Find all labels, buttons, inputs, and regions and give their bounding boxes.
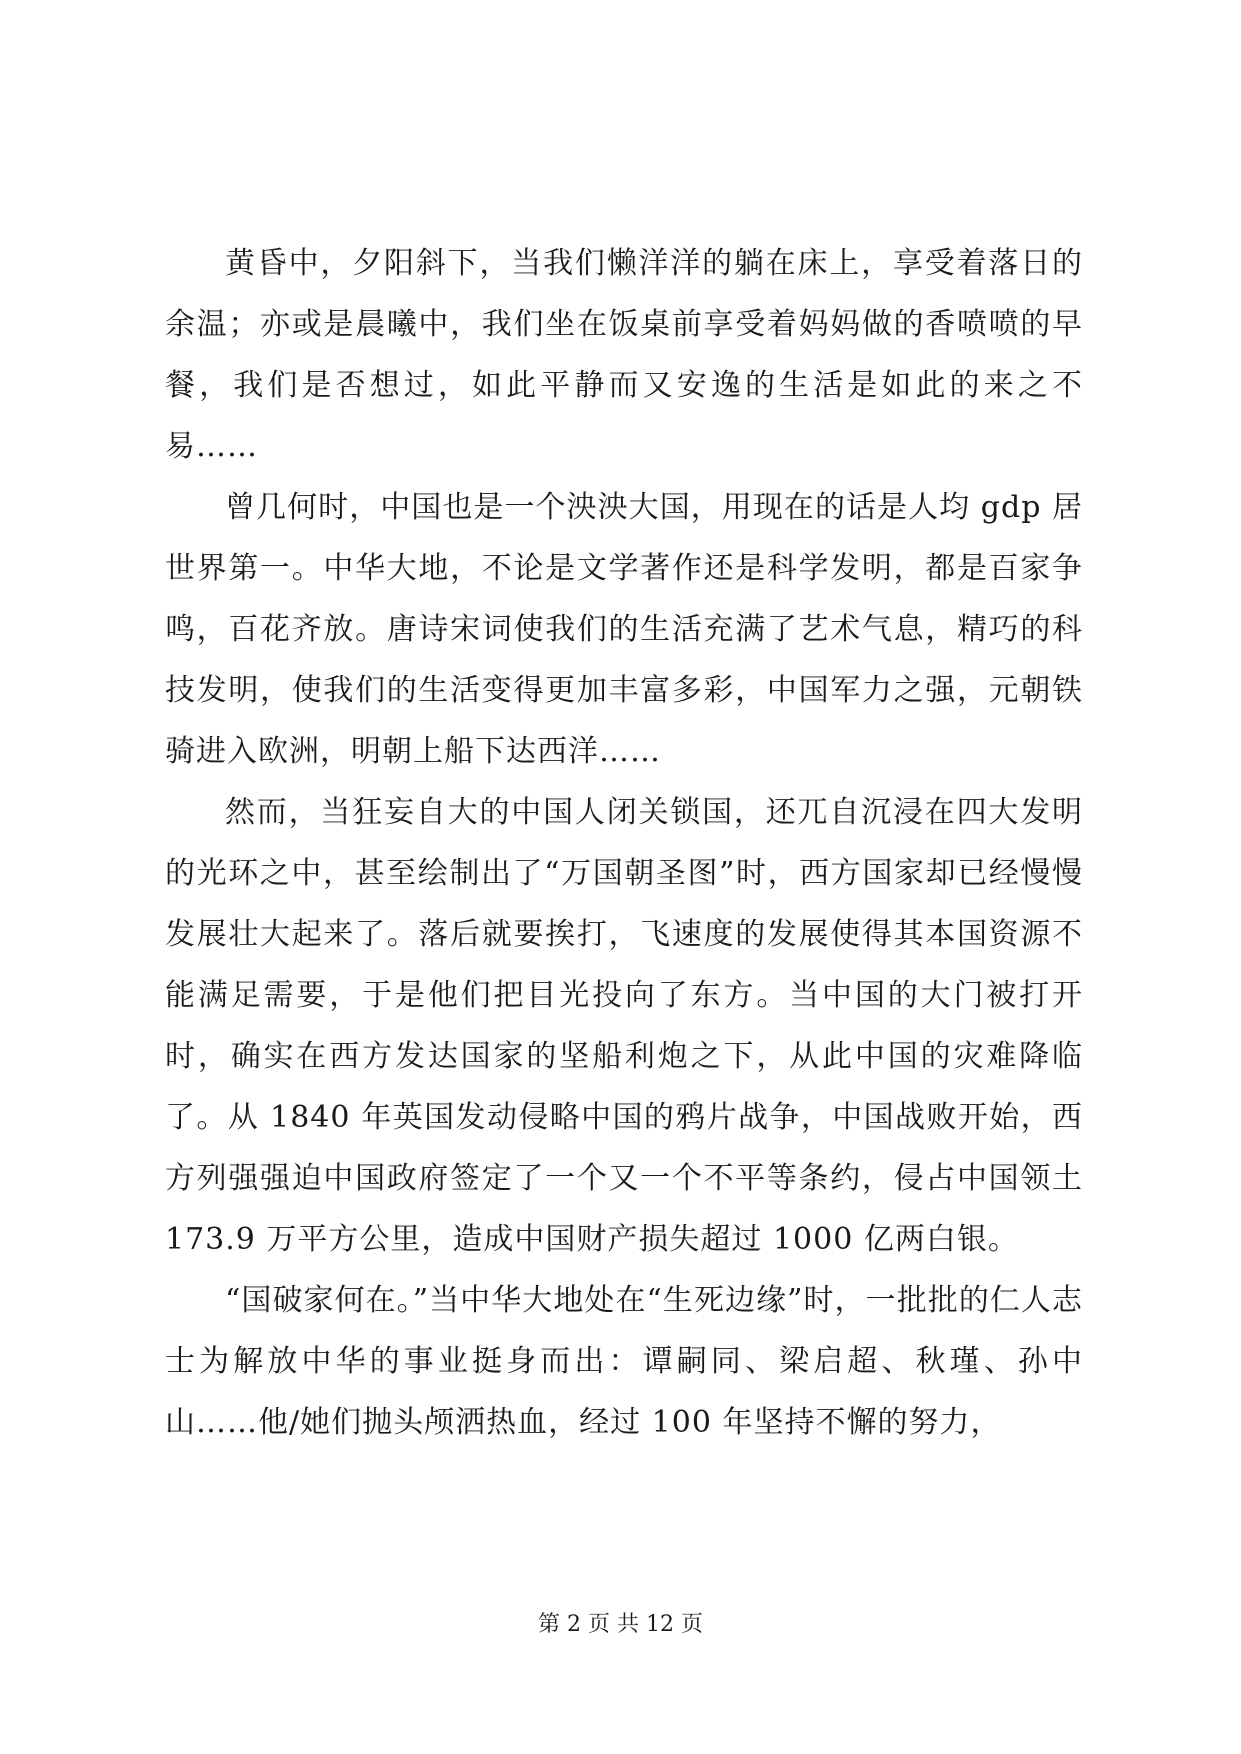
paragraph-1: 黄昏中，夕阳斜下，当我们懒洋洋的躺在床上，享受着落日的余温；亦或是晨曦中，我们坐在饭桌前享受着妈妈做的香喷喷的早餐，我们是否想过，如此平静而又安逸的生活是如此的来之不易…… [165, 246, 1083, 464]
paragraph-3: 然而，当狂妄自大的中国人闭关锁国，还兀自沉浸在四大发明的光环之中，甚至绘制出了“万国朝圣图”时，西方国家却已经慢慢发展壮大起来了。落后就要挨打，飞速度的发展使得其本国资源不能满足需要，于是他们把目光投向了东方。当中国的大门被打开时，确实在西方发达国家的坚船利炮之下，从此中国的灾难降临了。从 1840 年英国发动侵略中国的鸦片战争，中国战败开始，西方列强强迫中国政府签定了一个又一个不平等条约，侵占中国领土 173.9 万平方公里，造成中国财产损失超过 1000 亿两白银。 [165, 795, 1083, 1257]
paragraph-4: “国破家何在。”当中华大地处在“生死边缘”时，一批批的仁人志士为解放中华的事业挺身而出：谭嗣同、梁启超、秋瑾、孙中山……他/她们抛头颅洒热血，经过 100 年坚持不懈的努力， [165, 1283, 1083, 1440]
page-footer: 第 2 页 共 12 页 [538, 1612, 703, 1637]
paragraph-2: 曾几何时，中国也是一个泱泱大国，用现在的话是人均 gdp 居世界第一。中华大地，不论是文学著作还是科学发明，都是百家争鸣，百花齐放。唐诗宋词使我们的生活充满了艺术气息，精巧的科技发明，使我们的生活变得更加丰富多彩，中国军力之强，元朝铁骑进入欧洲，明朝上船下达西洋…… [165, 490, 1083, 769]
document-body [165, 233, 1083, 1453]
